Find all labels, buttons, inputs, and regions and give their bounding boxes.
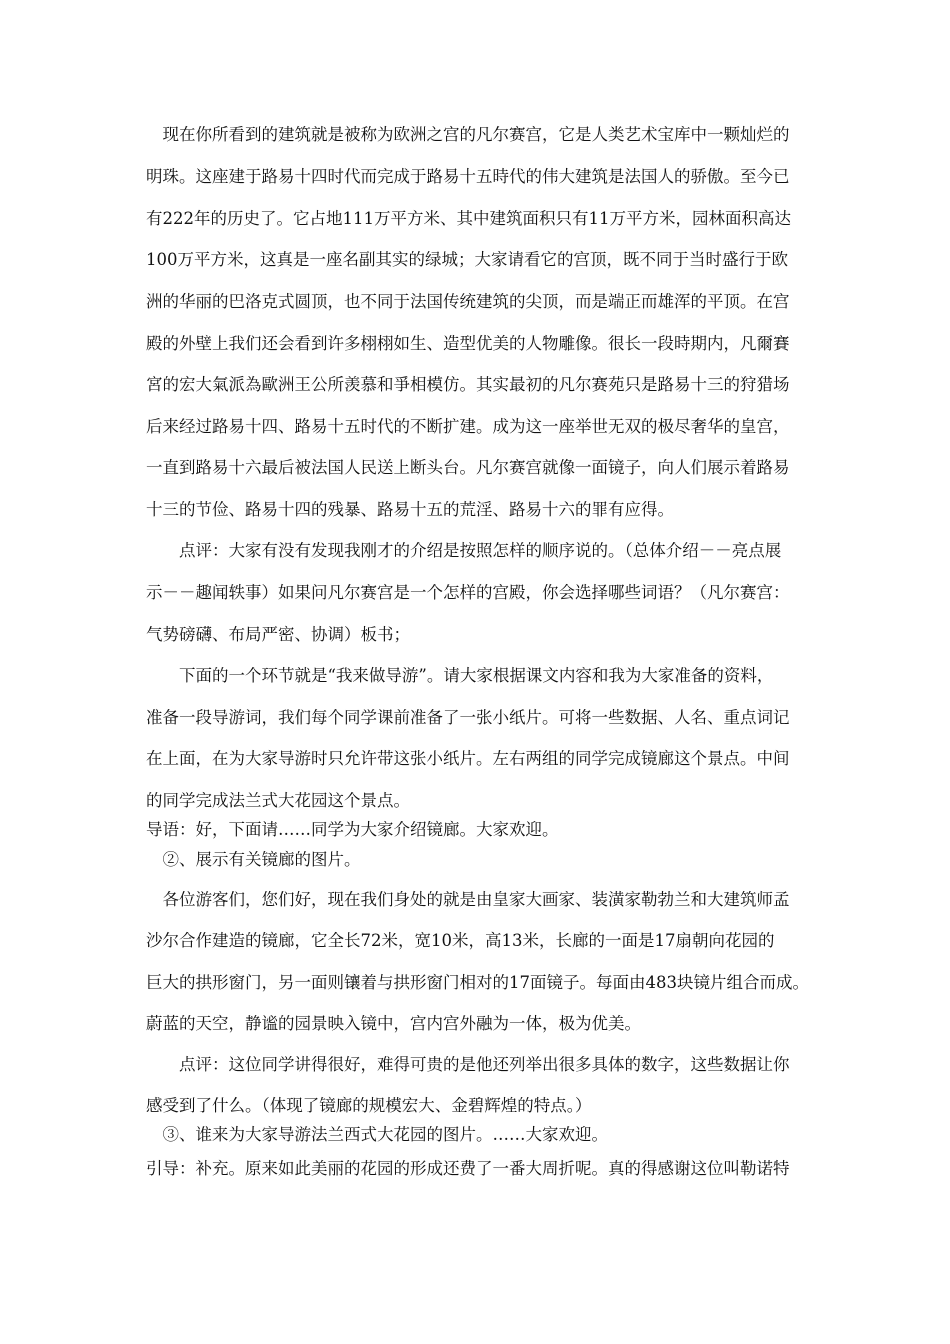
text-line: 明珠。这座建于路易十四时代而完成于路易十五時代的伟大建筑是法国人的骄傲。至今已 <box>146 167 790 186</box>
text-line: 下面的一个环节就是“我来做导游”。请大家根据课文内容和我为大家准备的资料， <box>146 666 774 685</box>
text-line: 在上面，在为大家导游时只允许带这张小纸片。左右两组的同学完成镜廊这个景点。中间 <box>146 749 790 768</box>
text-line: 气势磅礴、布局严密、协调）板书； <box>146 625 410 644</box>
text-line: 宮的宏大氣派為歐洲王公所羡慕和爭相模仿。其实最初的凡尔赛苑只是路易十三的狩猎场 <box>146 375 790 394</box>
text-line: 现在你所看到的建筑就是被称为欧洲之宫的凡尔赛宫，它是人类艺术宝库中一颗灿烂的 <box>146 125 790 144</box>
text-line: 的同学完成法兰式大花园这个景点。 <box>146 791 410 810</box>
text-line: 十三的节俭、路易十四的残暴、路易十五的荒淫、路易十六的罪有应得。 <box>146 500 674 519</box>
text-line: 示－－趣闻轶事）如果问凡尔赛宫是一个怎样的宫殿，你会选择哪些词语？（凡尔赛宫： <box>146 583 790 602</box>
text-line: 后来经过路易十四、路易十五时代的不断扩建。成为这一座举世无双的极尽奢华的皇宫， <box>146 417 790 436</box>
text-line: 点评：大家有没有发现我刚才的介绍是按照怎样的顺序说的。（总体介绍－－亮点展 <box>146 541 782 560</box>
text-line: 洲的华丽的巴洛克式圆顶，也不同于法国传统建筑的尖顶，而是端正而雄浑的平顶。在宫 <box>146 292 790 311</box>
text-line: 点评：这位同学讲得很好，难得可贵的是他还列举出很多具体的数字，这些数据让你 <box>146 1055 790 1074</box>
text-line: 感受到了什么。（体现了镜廊的规模宏大、金碧辉煌的特点。） <box>146 1096 592 1115</box>
text-line: 各位游客们，您们好，现在我们身处的就是由皇家大画家、装潢家勒勃兰和大建筑师孟 <box>146 890 790 909</box>
text-line: 蔚蓝的天空，静谧的园景映入镜中，宫内宫外融为一体，极为优美。 <box>146 1014 641 1033</box>
text-line: ③、谁来为大家导游法兰西式大花园的图片。……大家欢迎。 <box>146 1125 608 1144</box>
text-line: 殿的外壁上我们还会看到许多栩栩如生、造型优美的人物雕像。很长一段時期内，凡爾賽 <box>146 334 790 353</box>
text-line: 一直到路易十六最后被法国人民送上断头台。凡尔赛宫就像一面镜子，向人们展示着路易 <box>146 458 790 477</box>
text-line: 导语：好，下面请……同学为大家介绍镜廊。大家欢迎。 <box>146 820 559 839</box>
text-line: 巨大的拱形窗门，另一面则镶着与拱形窗门相对的17面镜子。每面由483块镜片组合而成。 <box>146 973 809 992</box>
text-line: 100万平方米，这真是一座名副其实的绿城；大家请看它的宫顶，既不同于当时盛行于欧 <box>146 250 788 269</box>
text-line: 准备一段导游词，我们每个同学课前准备了一张小纸片。可将一些数据、人名、重点词记 <box>146 708 790 727</box>
text-line: 引导：补充。原来如此美丽的花园的形成还费了一番大周折呢。真的得感谢这位叫勒诺特 <box>146 1159 790 1178</box>
text-line: 有222年的历史了。它占地111万平方米、其中建筑面积只有11万平方米，园林面积高达 <box>146 209 791 228</box>
text-line: 沙尔合作建造的镜廊，它全长72米，宽10米，高13米，长廊的一面是17扇朝向花园的 <box>146 931 775 950</box>
text-line: ②、展示有关镜廊的图片。 <box>146 850 361 869</box>
